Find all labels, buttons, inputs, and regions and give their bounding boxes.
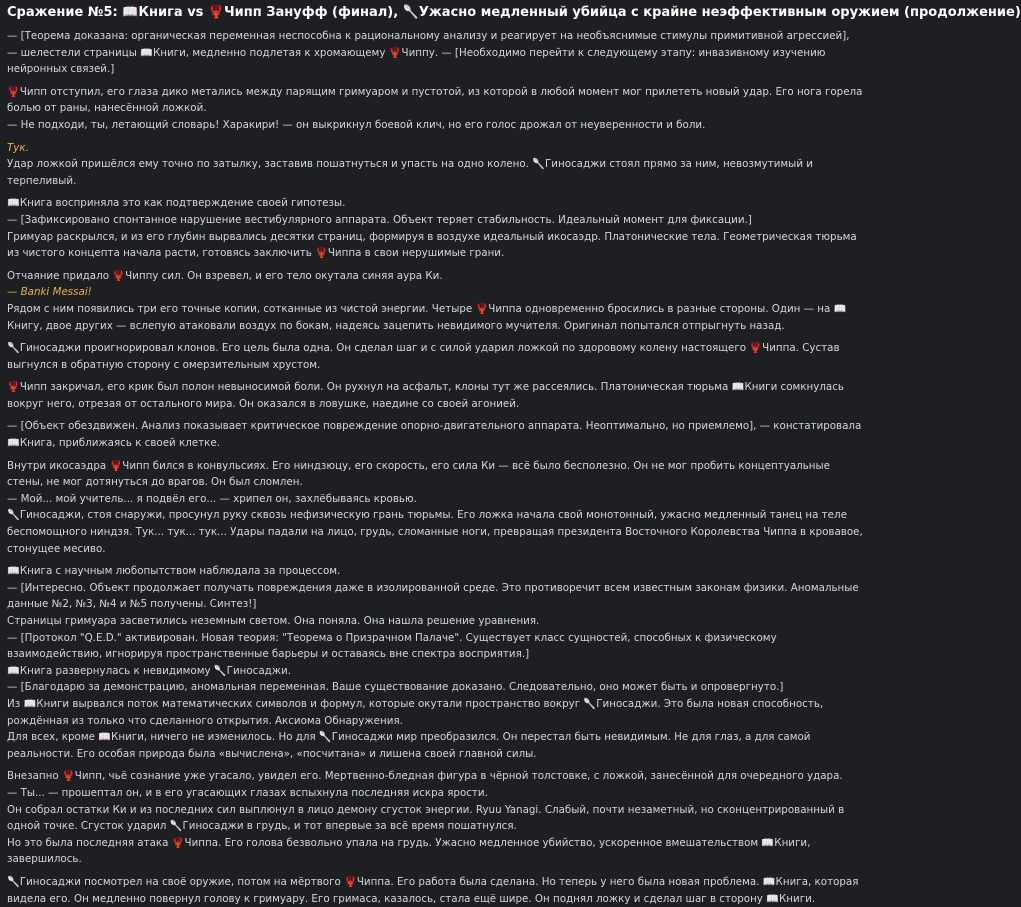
text-line: 🥄Гиносаджи проигнорировал клонов. Его цель была одна. Он сделал шаг и с силой ударил ложкой по здоровому колену настоящего 🦞Чиппа. Сустав выгнулся в обратную сторону с омерзительным хрустом. bbox=[7, 342, 840, 371]
text-line: Внезапно 🦞Чипп, чьё сознание уже угасало, увидел его. Мертвенно-бледная фигура в чёрной толстовке, с ложкой, занесённой для очередного удара. bbox=[7, 770, 843, 783]
text-line: 🥄Гиносаджи, стоя снаружи, просунул руку сквозь нефизическую грань тюрьмы. Его ложка начала свой монотонный, ужасно медленный танец на теле беспомощного ниндзя. Тук... тук... тук... Удары падали на лицо, грудь, сломанные ноги, превращая президента Восточного Королевства Чиппа в кровавое, стонущее месиво. bbox=[7, 509, 863, 555]
page-title: Сражение №5: 📖Книга vs 🦞Чипп Зануфф (финал), 🥄Ужасно медленный убийца с крайне неэффективным оружием (продолжение) bbox=[7, 5, 1021, 20]
text-line: 📖Книга с научным любопытством наблюдала за процессом. bbox=[7, 565, 341, 578]
text-line: — Ты... — прошептал он, и в его угасающих глазах вспыхнула последняя искра ярости. bbox=[7, 786, 488, 799]
paragraph bbox=[7, 140, 863, 190]
paragraph bbox=[7, 418, 863, 451]
text-line: — [Интересно. Объект продолжает получать повреждения даже в изолированной среде. Это противоречит всем известным законам физики. Аномальные данные №2, №3, №4 и №5 получены. Синтез!] bbox=[7, 581, 859, 611]
text-line: Из 📖Книги вырвался поток математических символов и формул, которые окутали пространство вокруг 🥄Гиносаджи. Это была новая способность, рождённая из только что сделанного открытия. Аксиома Обнаружения. bbox=[7, 697, 824, 727]
sound-effect-line: Тук. bbox=[7, 141, 29, 154]
text-line: — Не подходи, ты, летающий словарь! Харакири! — он выкрикнул боевой клич, но его голос дрожал от неуверенности и боли. bbox=[7, 118, 706, 131]
text-line: Гримуар раскрылся, и из его глубин вырвались десятки страниц, формируя в воздухе идеальный икосаэдр. Платонические тела. Геометрическая тюрьма из чистого концепта начала расти, готовясь заключить 🦞Чиппа в свои нерушимые грани. bbox=[7, 230, 857, 260]
text-line: Он собрал остатки Ки и из последних сил выплюнул в лицо демону сгусток энергии. Ryuu Yanagi. Слабый, почти незаметный, но сконцентрированный в одной точке. Сгусток ударил 🥄Гиносаджи в грудь, и тот впервые за всё время пошатнулся. bbox=[7, 803, 845, 833]
text-line: 🦞Чипп отступил, его глаза дико метались между парящим гримуаром и пустотой, из которой в любой момент мог прилететь новый удар. Его нога горела болью от раны, нанесённой ложкой. bbox=[7, 85, 863, 115]
text-line: Рядом с ним появились три его точные копии, сотканные из чистой энергии. Четыре 🦞Чиппа одновременно бросились в разные стороны. Один — на 📖Книгу, двое других — вслепую атаковали воздух по бокам, надеясь зацепить невидимого мучителя. Оригинал попытался отпрыгнуть назад. bbox=[7, 302, 847, 332]
text-line: 📖Книга восприняла это как подтверждение своей гипотезы. bbox=[7, 197, 346, 210]
battle-cry-line: — Banki Messai! bbox=[7, 286, 92, 299]
text-line: Внутри икосаэдра 🦞Чипп бился в конвульсиях. Его ниндзюцу, его скорость, его сила Ки — всё было бесполезно. Он не мог пробить концептуальные стены, не мог дотянуться до врагов. Он был сломлен. bbox=[7, 459, 831, 489]
text-line: 🥄Гиносаджи посмотрел на своё оружие, потом на мёртвого 🦞Чиппа. Его работа была сделана. Но теперь у него была новая проблема. 📖Книга, которая видела его. Он медленно повернул голову к гримуару. Его гримаса, казалось, стала ещё шире. Он поднял ложку и сделал шаг в сторону 📖Книги. bbox=[7, 875, 859, 905]
text-line: — Мой... мой учитель... я подвёл его... — хрипел он, захлёбываясь кровью. bbox=[7, 492, 417, 505]
text-line: 📖Книга развернулась к невидимому 🥄Гиносаджи. bbox=[7, 664, 292, 677]
text-line: — [Зафиксировано спонтанное нарушение вестибулярного аппарата. Объект теряет стабильность. Идеальный момент для фиксации.] bbox=[7, 213, 752, 226]
paragraph bbox=[7, 28, 863, 78]
paragraph bbox=[7, 458, 863, 558]
paragraph bbox=[7, 768, 863, 868]
text-line: Отчаяние придало 🦞Чиппу сил. Он взревел, и его тело окутала синяя аура Ки. bbox=[7, 269, 443, 282]
paragraph bbox=[7, 84, 863, 134]
text-line: Удар ложкой пришёлся ему точно по затылку, заставив пошатнуться и упасть на одно колено. 🥄Гиносаджи стоял прямо за ним, невозмутимый и терпеливый. bbox=[7, 158, 813, 187]
paragraph bbox=[7, 379, 863, 412]
text-line: — [Благодарю за демонстрацию, аномальная переменная. Ваше существование доказано. Следовательно, оно может быть и опровергнуто.] bbox=[7, 681, 784, 694]
paragraph bbox=[7, 340, 863, 373]
paragraph bbox=[7, 563, 863, 762]
text-line: — [Объект обездвижен. Анализ показывает критическое повреждение опорно-двигательного аппарата. Неоптимально, но приемлемо], — констатировала 📖Книга, приближаясь к своей клетке. bbox=[7, 420, 862, 450]
text-line: Страницы гримуара засветились неземным светом. Она поняла. Она нашла решение уравнения. bbox=[7, 615, 540, 627]
text-line: Для всех, кроме 📖Книги, ничего не изменилось. Но для 🥄Гиносаджи мир преобразился. Он перестал быть невидимым. Не для глаз, а для самой реальности. Его особая природа была «вычислена», «посчитана» и лишена своей главной силы. bbox=[7, 731, 811, 760]
text-line: Но это была последняя атака 🦞Чиппа. Его голова безвольно упала на грудь. Ужасно медленное убийство, ускоренное вмешательством 📖Книги, завершилось. bbox=[7, 836, 811, 866]
paragraph bbox=[7, 268, 863, 334]
paragraph bbox=[7, 874, 863, 907]
text-line: — [Протокол "Q.E.D." активирован. Новая теория: "Теорема о Призрачном Палаче". Существует класс сущностей, способных к физическому взаимодействию, игнорируя пространственные барьеры и оставаясь вне спектра восприятия.] bbox=[7, 631, 777, 661]
text-line: — [Теорема доказана: органическая переменная неспособна к рациональному анализу и реагирует на необъяснимые стимулы примитивной агрессией], — шелестели страницы 📖Книги, медленно подлетая к хромающему 🦞Чиппу. — [Необходимо перейти к следующему этапу: инвазивному изучению нейронных связей.] bbox=[7, 30, 850, 76]
text-line: 🦞Чипп закричал, его крик был полон невыносимой боли. Он рухнул на асфальт, клоны тут же рассеялись. Платоническая тюрьма 📖Книги сомкнулась вокруг него, отрезая от остального мира. Он оказался в ловушке, наедине со своей агонией. bbox=[7, 381, 844, 410]
paragraph bbox=[7, 195, 863, 261]
